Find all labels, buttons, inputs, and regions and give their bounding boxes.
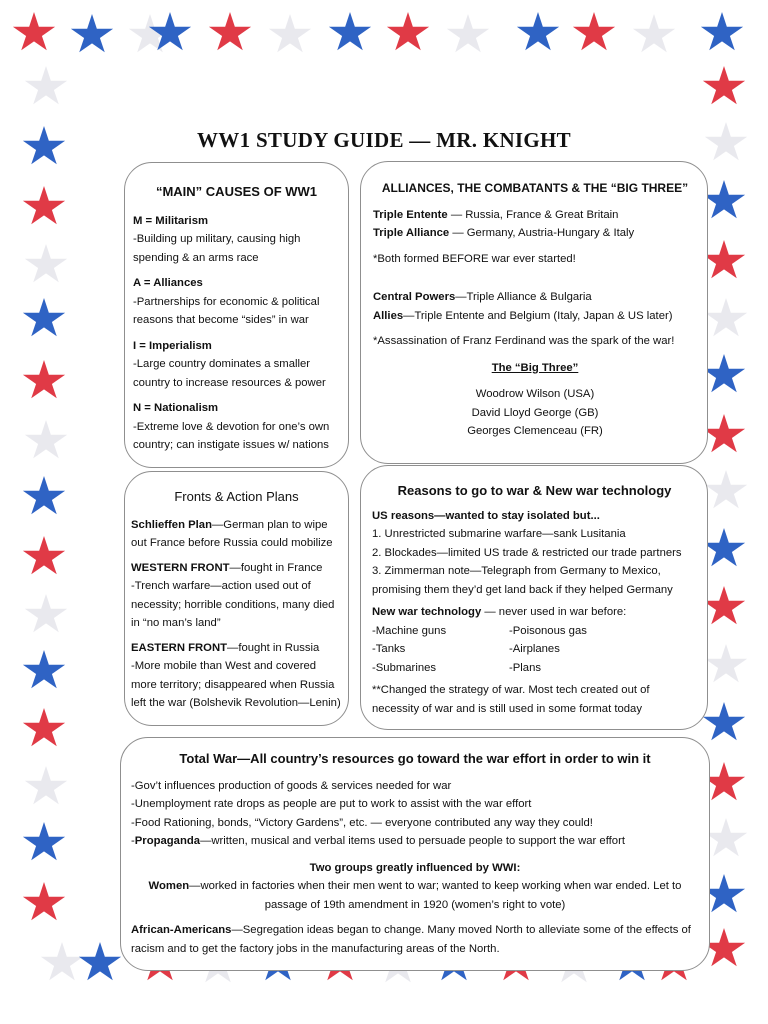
reasons-box	[360, 465, 708, 730]
western-front-text: —fought in France	[229, 561, 323, 574]
star-icon	[704, 298, 748, 340]
tech-item: -Machine guns	[372, 624, 447, 637]
star-icon	[24, 594, 68, 636]
tech-item: -Tanks	[372, 643, 406, 655]
fronts-heading: Fronts & Action Plans	[174, 489, 299, 504]
triple-alliance-label: Triple Alliance	[373, 227, 450, 239]
us-reason-item: 2. Blockades—limited US trade & restricted our trade partners	[372, 546, 682, 559]
star-icon	[22, 536, 66, 578]
central-powers-line	[373, 288, 697, 307]
western-front-desc: -Trench warfare—action used out of necessity; horrible conditions, many died in “no man’s land”	[131, 580, 335, 629]
star-icon	[24, 244, 68, 286]
western-front-line	[131, 559, 342, 578]
alliances-heading: ALLIANCES, THE COMBATANTS & THE “BIG THREE”	[381, 181, 689, 195]
allies-label: Allies	[373, 309, 404, 322]
star-icon	[24, 766, 68, 808]
triple-alliance-line	[373, 224, 697, 243]
star-icon	[22, 476, 66, 518]
star-icon	[702, 240, 746, 282]
groups-heading: Two groups greatly influenced by WWI:	[309, 861, 521, 874]
star-icon	[12, 12, 56, 54]
us-reason-item: 1. Unrestricted submarine warfare—sank Lusitania	[372, 528, 626, 540]
tech-item: -Airplanes	[509, 643, 560, 655]
star-icon	[40, 942, 84, 984]
cause-term: I = Imperialism	[133, 339, 212, 352]
star-icon	[704, 644, 748, 686]
schlieffen-text: —German plan to wipe out France before Russia could mobilize	[131, 518, 333, 549]
star-icon	[572, 12, 616, 54]
alliances-note-1: *Both formed BEFORE war ever started!	[373, 252, 576, 265]
tech-item: -Plans	[509, 661, 542, 674]
star-icon	[702, 66, 746, 108]
star-icon	[386, 12, 430, 54]
propaganda-line	[131, 832, 699, 851]
tech-label: New war technology	[372, 606, 482, 618]
total-war-heading-text: Total War—All country’s resources go toward the war effort in order to win it	[179, 751, 651, 766]
big-three-item: David Lloyd George (GB)	[471, 406, 599, 419]
cause-desc: -Building up military, causing high spending & an arms race	[133, 233, 301, 264]
us-reason-item: 3. Zimmerman note—Telegraph from Germany to Mexico, promising them they’d get land back if they helped Germany	[372, 565, 673, 596]
big-three-heading: The “Big Three”	[491, 361, 579, 374]
star-icon	[22, 822, 66, 864]
star-icon	[328, 12, 372, 54]
cause-desc: -Extreme love & devotion for one’s own country; can instigate issues w/ nations	[133, 420, 330, 451]
tech-row	[372, 622, 697, 641]
african-americans-text: —Segregation ideas began to change. Many moved North to alleviate some of the effects of racism and to get the factory jobs in the manufacturing areas of the North.	[131, 924, 691, 955]
central-powers-text: —Triple Alliance & Bulgaria	[455, 291, 592, 303]
star-icon	[268, 14, 312, 56]
total-war-line: -Gov’t influences production of goods & services needed for war	[131, 779, 452, 792]
eastern-front-text: —fought in Russia	[227, 641, 320, 654]
tech-row	[372, 659, 697, 678]
alliances-note-2: *Assassination of Franz Ferdinand was the spark of the war!	[373, 335, 675, 347]
star-icon	[208, 12, 252, 54]
star-icon	[702, 702, 746, 744]
star-icon	[700, 12, 744, 54]
triple-entente-line	[373, 206, 697, 225]
us-reasons-heading: US reasons—wanted to stay isolated but...	[372, 509, 600, 522]
star-icon	[22, 882, 66, 924]
star-icon	[78, 942, 122, 984]
star-icon	[22, 360, 66, 402]
fronts-box	[124, 471, 349, 726]
star-icon	[702, 180, 746, 222]
star-icon	[446, 14, 490, 56]
star-icon	[632, 14, 676, 56]
tech-item: -Submarines	[372, 661, 437, 674]
total-war-heading	[131, 750, 699, 769]
eastern-front-label: EASTERN FRONT	[131, 641, 228, 654]
page-title: WW1 STUDY GUIDE — MR. KNIGHT	[197, 128, 571, 152]
allies-line	[373, 307, 697, 326]
star-icon	[22, 650, 66, 692]
tech-text: — never used in war before:	[481, 606, 627, 618]
tech-item: -Poisonous gas	[509, 624, 587, 637]
star-icon	[702, 414, 746, 456]
star-icon	[702, 354, 746, 396]
star-icon	[702, 528, 746, 570]
star-icon	[70, 14, 114, 56]
big-three-item: Woodrow Wilson (USA)	[475, 388, 595, 400]
total-war-line: -Unemployment rate drops as people are put to work to assist with the war effort	[131, 798, 532, 810]
triple-entente-label: Triple Entente	[373, 208, 448, 221]
cause-term: N = Nationalism	[133, 402, 219, 414]
eastern-front-line	[131, 639, 342, 658]
propaganda-prefix: -	[131, 835, 135, 847]
main-causes-box	[124, 162, 349, 468]
star-icon	[22, 186, 66, 228]
total-war-line: -Food Rationing, bonds, “Victory Gardens”, etc. — everyone contributed any way they could!	[131, 816, 593, 829]
schlieffen-line	[131, 516, 342, 553]
star-icon	[24, 66, 68, 108]
triple-entente-text: — Russia, France & Great Britain	[447, 208, 619, 221]
african-americans-label: African-Americans	[131, 924, 232, 936]
tech-row	[372, 640, 697, 659]
allies-text: —Triple Entente and Belgium (Italy, Japan & US later)	[403, 309, 673, 322]
tech-line	[372, 603, 697, 622]
women-text: —worked in factories when their men went to war; wanted to keep working when war ended. Let to passage of 19th amendment in 1920 (women’s right to vote)	[189, 880, 682, 911]
cause-desc: -Partnerships for economic & political reasons that become “sides” in war	[133, 295, 320, 326]
triple-alliance-text: — Germany, Austria-Hungary & Italy	[449, 227, 635, 239]
western-front-label: WESTERN FRONT	[131, 561, 230, 574]
african-americans-line	[131, 921, 699, 958]
women-line	[131, 877, 699, 914]
central-powers-label: Central Powers	[373, 291, 456, 303]
tech-note: **Changed the strategy of war. Most tech created out of necessity of war and is still used in some format today	[372, 684, 650, 715]
alliances-box	[360, 161, 708, 464]
star-icon	[704, 470, 748, 512]
star-icon	[516, 12, 560, 54]
star-icon	[22, 708, 66, 750]
main-causes-heading: “MAIN” CAUSES OF WW1	[155, 184, 318, 199]
star-icon	[24, 420, 68, 462]
total-war-box	[120, 737, 710, 971]
schlieffen-label: Schlieffen Plan	[131, 518, 212, 531]
star-icon	[702, 586, 746, 628]
cause-desc: -Large country dominates a smaller country to increase resources & power	[133, 358, 326, 389]
reasons-heading: Reasons to go to war & New war technology	[397, 483, 672, 498]
big-three-item: Georges Clemenceau (FR)	[467, 425, 603, 437]
propaganda-label: Propaganda	[134, 835, 201, 847]
eastern-front-desc: -More mobile than West and covered more territory; disappeared when Russia left the war (Bolshevik Revolution—Lenin)	[131, 660, 341, 709]
star-icon	[704, 818, 748, 860]
cause-term: M = Militarism	[133, 214, 209, 227]
women-label: Women	[148, 880, 190, 892]
star-icon	[22, 298, 66, 340]
propaganda-text: —written, musical and verbal items used to persuade people to support the war effort	[200, 835, 625, 847]
cause-term: A = Alliances	[133, 277, 203, 289]
